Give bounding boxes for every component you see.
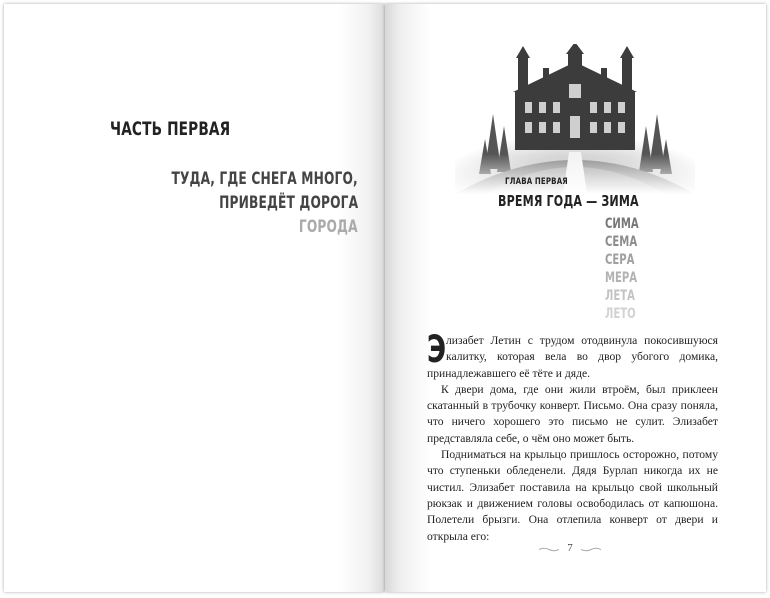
epigraph-line: ПРИВЕДЁТ ДОРОГА xyxy=(218,193,358,213)
ladder-word: СЕРА xyxy=(605,252,635,268)
left-page xyxy=(4,4,384,592)
mansion-illustration xyxy=(455,44,695,194)
part-title: ЧАСТЬ ПЕРВАЯ xyxy=(110,118,231,140)
ornament-right-icon xyxy=(581,547,601,552)
ladder-word: ЛЕТА xyxy=(605,288,635,304)
page-number: 7 xyxy=(535,542,605,556)
right-page xyxy=(385,4,766,592)
chapter-body xyxy=(427,328,718,545)
epigraph-line: ТУДА, ГДЕ СНЕГА МНОГО, xyxy=(171,169,358,189)
ladder-word: СИМА xyxy=(605,216,639,232)
paragraph: К двери дома, где они жили втроём, был приклеен скатанный в трубочку конверт. Письмо. Она сразу поняла, что ничего хорошего это письмо не сулит. Элизабет представляла себе, о чём оно может быть. xyxy=(427,382,718,445)
ladder-word: МЕРА xyxy=(605,270,638,286)
paragraph: Подниматься на крыльцо пришлось осторожно, потому что ступеньки обледенели. Дядя Бурлап никогда их не чистил. Элизабет поставила на крыльцо свой школьный рюкзак и движением головы освободилась от капюшона. Полетели брызги. Она отлепила конверт от двери и открыла его: xyxy=(427,448,718,543)
paragraph: Элизабет Летин с трудом отодвинула покосившуюся калитку, которая вела во двор убогого домика, принадлежавшего её тёте и дяде. xyxy=(427,328,718,380)
chapter-label: ГЛАВА ПЕРВАЯ xyxy=(505,177,568,187)
drop-cap: Э xyxy=(427,328,447,371)
chapter-title: ВРЕМЯ ГОДА — ЗИМА xyxy=(498,192,639,210)
ladder-word: ЛЕТО xyxy=(605,306,636,322)
epigraph-line-faded: ГОРОДА xyxy=(299,217,358,237)
ornament-left-icon xyxy=(539,547,559,552)
epigraph xyxy=(84,167,358,239)
word-ladder xyxy=(605,215,665,323)
ladder-word: СЕМА xyxy=(605,234,638,250)
